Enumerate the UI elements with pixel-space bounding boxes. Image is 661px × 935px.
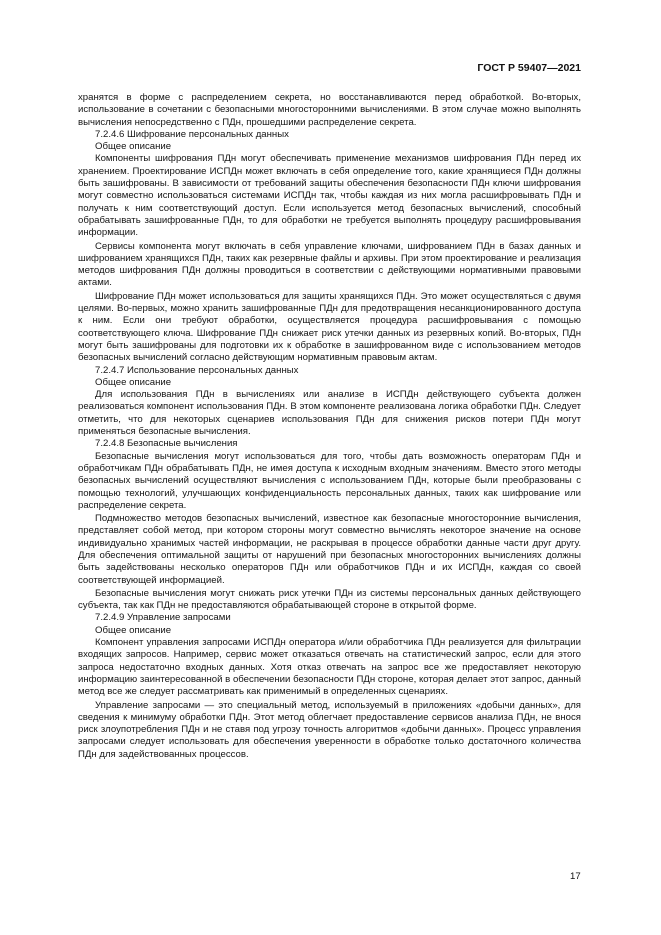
paragraph: Безопасные вычисления могут использоваться для того, чтобы дать возможность операторам ПДн и обработчикам ПДн обрабатывать ПДн, не имея доступа к исходным входным значениям. Вместо этого методы безопасных вычислений осуществляют вычисления с использованием ПДн, которые были преобразованы с помощью технологий, улучшающих конфиденциальность персональных данных, таких как шифрование или распределение секрета. — [78, 450, 581, 511]
section-heading-7-2-4-7: 7.2.4.7 Использование персональных данных — [95, 364, 299, 376]
paragraph-continued: хранятся в форме с распределением секрета, но восстанавливаются перед обработкой. Во-вторых, использование в сочетании с безопасными многосторонними вычислениями. В этом случае можно выполнять вычисления непосредственно с ПДн, прошедшими распределение секрета. — [78, 92, 581, 128]
paragraph: Безопасные вычисления могут снижать риск утечки ПДн из системы персональных данных действующего субъекта, так как ПДн не предоставляются обрабатывающей стороне в открытой форме. — [78, 587, 581, 612]
subsection-label-general-description: Общее описание — [95, 141, 172, 153]
section-heading-7-2-4-8: 7.2.4.8 Безопасные вычисления — [95, 438, 238, 450]
subsection-label-general-description: Общее описание — [95, 376, 172, 388]
paragraph: Компонент управления запросами ИСПДн оператора и/или обработчика ПДн реализуется для фильтрации входящих запросов. Например, сервис может отказаться отвечать на статистический запрос, если для этого запроса недостаточно входных данных. Хотя отказ отвечать на запрос все же предоставляет некоторую информацию заинтересованной в обеспечении безопасности ПДн стороне, которая делает этот запрос, данный метод все же следует рассматривать как применимый в определенных сценариях. — [78, 637, 581, 698]
paragraph: Для использования ПДн в вычислениях или анализе в ИСПДн действующего субъекта должен реализоваться компонент использования ПДн. В этом компоненте реализована логика обработки ПДн. Следует отметить, что для некоторых сценариев использования ПДн для снижения рисков потери ПДн могут применяться безопасные вычисления. — [78, 389, 581, 438]
page-number: 17 — [570, 871, 581, 882]
subsection-label-general-description: Общее описание — [95, 624, 172, 636]
document-body — [78, 92, 581, 761]
paragraph: Сервисы компонента могут включать в себя управление ключами, шифрованием ПДн в базах данных и шифрованием хранящихся ПДн, таких как резервные файлы и архивы. При этом проектирование и реализация методов шифрования ПДн должны проводиться в соответствии с действующими нормативными правовыми актами. — [78, 240, 581, 289]
paragraph: Компоненты шифрования ПДн могут обеспечивать применение механизмов шифрования ПДн перед их хранением. Проектирование ИСПДн может включать в себя определение того, какие хранящиеся ПДн должны быть зашифрованы. В зависимости от требований защиты обеспечения безопасности ПДн ключи шифрования могут совместно использоваться системами ИСПДн так, чтобы каждая из них могла расшифровывать ПДн и получать к ним соответствующий доступ. Если используется метод безопасных вычислений, способный обрабатывать зашифрованные ПДн, то для обработки не требуется выполнять процедуру расшифровывания информации. — [78, 153, 581, 239]
paragraph: Управление запросами — это специальный метод, используемый в приложениях «добычи данных», для сведения к минимуму обработки ПДн. Этот метод облегчает предоставление сервисов анализа ПДн, не внося риск злоупотребления ПДн и не ставя под угрозу точность алгоритмов «добычи данных». Процесс управления запросами следует использовать для обеспечения уверенности в обработке только достаточного количества ПДн для задействованных процессов. — [78, 699, 581, 760]
paragraph: Шифрование ПДн может использоваться для защиты хранящихся ПДн. Это может осуществляться с двумя целями. Во-первых, можно хранить зашифрованные ПДн для предотвращения несанкционированного доступа к ним. Если они требуют обработки, осуществляется процедура расшифровывания с помощью соответствующего ключа. Шифрование ПДн снижает риск утечки данных из резервных копий. Во-вторых, ПДн могут быть зашифрованы для подготовки их к обработке в зашифрованном виде с использованием методов безопасных вычислений согласно действующим нормативным правовым актам. — [78, 290, 581, 364]
section-heading-7-2-4-6: 7.2.4.6 Шифрование персональных данных — [95, 128, 289, 140]
paragraph: Подмножество методов безопасных вычислений, известное как безопасные многосторонние вычисления, представляет собой метод, при котором стороны могут совместно вычислять некоторое значение на основе индивидуально хранимых частей информации, не раскрывая в процессе обработки данные части друг другу. Для обеспечения оптимальной защиты от нарушений при безопасных многосторонних вычислениях должны быть задействованы несколько операторов ПДн или обработчиков ПДн и их ИСПДн, каждая со своей соответствующей информацией. — [78, 513, 581, 586]
section-heading-7-2-4-9: 7.2.4.9 Управление запросами — [95, 612, 231, 624]
standard-designation: ГОСТ Р 59407—2021 — [477, 62, 581, 74]
